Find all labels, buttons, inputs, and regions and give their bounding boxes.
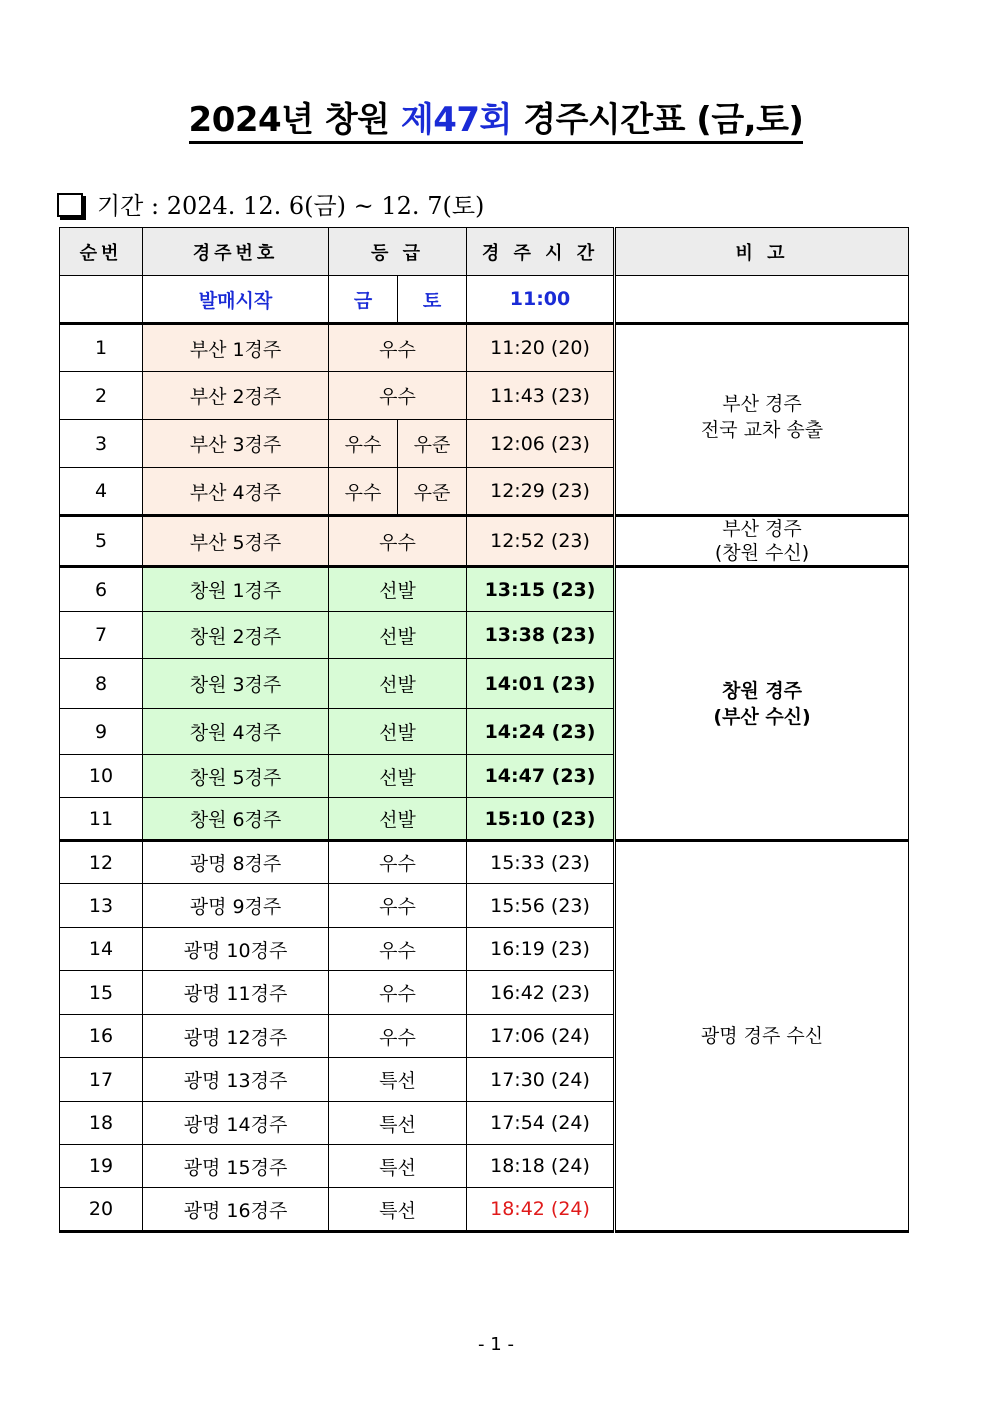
note-changwon: 창원 경주 (부산 수신) [615, 567, 909, 841]
table-row: 4 부산 4경주 우수 우준 12:29 (23) [60, 468, 909, 516]
period-text: 기간 : 2024. 12. 6(금) ~ 12. 7(토) [97, 192, 485, 220]
table-row: 14 광명 10경주 우수 16:19 (23) [60, 928, 909, 971]
sale-start-label: 발매시작 [143, 276, 329, 324]
header-race: 경주번호 [143, 228, 329, 276]
table-row: 20 광명 16경주 특선 18:42 (24) [60, 1188, 909, 1232]
table-row: 13 광명 9경주 우수 15:56 (23) [60, 884, 909, 928]
table-row: 12 광명 8경주 우수 15:33 (23) 광명 경주 수신 [60, 841, 909, 884]
table-row: 11 창원 6경주 선발 15:10 (23) [60, 798, 909, 841]
header-no: 순번 [60, 228, 143, 276]
page-number: - 1 - [478, 1334, 514, 1355]
period-line [57, 186, 484, 221]
table-row: 2 부산 2경주 우수 11:43 (23) [60, 372, 909, 420]
table-row: 1 부산 1경주 우수 11:20 (20) 부산 경주 전국 교차 송출 [60, 324, 909, 372]
sale-day-fri: 금 [329, 276, 398, 324]
race-schedule-table [59, 227, 909, 1233]
checkbox-icon [57, 193, 83, 217]
last-race-time: 18:42 (24) [467, 1188, 615, 1232]
page-title: 2024년 창원 제47회 경주시간표 (금,토) [0, 92, 992, 141]
sale-start-row [60, 276, 909, 324]
table-row: 18 광명 14경주 특선 17:54 (24) [60, 1102, 909, 1145]
note-gwangmyeong: 광명 경주 수신 [615, 841, 909, 1232]
table-row: 17 광명 13경주 특선 17:30 (24) [60, 1058, 909, 1102]
sale-start-time: 11:00 [467, 276, 615, 324]
note-busan-broadcast: 부산 경주 전국 교차 송출 [615, 324, 909, 516]
table-row: 5 부산 5경주 우수 12:52 (23) 부산 경주 (창원 수신) [60, 516, 909, 567]
sale-day-sat: 토 [398, 276, 467, 324]
table-row: 16 광명 12경주 우수 17:06 (24) [60, 1015, 909, 1058]
header-note: 비 고 [615, 228, 909, 276]
table-row: 3 부산 3경주 우수 우준 12:06 (23) [60, 420, 909, 468]
table-row: 10 창원 5경주 선발 14:47 (23) [60, 755, 909, 798]
table-row: 9 창원 4경주 선발 14:24 (23) [60, 709, 909, 755]
note-busan-receive: 부산 경주 (창원 수신) [615, 516, 909, 567]
table-row: 8 창원 3경주 선발 14:01 (23) [60, 659, 909, 709]
header-grade: 등 급 [329, 228, 467, 276]
table-row: 7 창원 2경주 선발 13:38 (23) [60, 612, 909, 659]
header-time: 경 주 시 간 [467, 228, 615, 276]
table-row: 19 광명 15경주 특선 18:18 (24) [60, 1145, 909, 1188]
table-row: 15 광명 11경주 우수 16:42 (23) [60, 971, 909, 1015]
table-header-row [60, 228, 909, 276]
table-row: 6 창원 1경주 선발 13:15 (23) 창원 경주 (부산 수신) [60, 567, 909, 612]
